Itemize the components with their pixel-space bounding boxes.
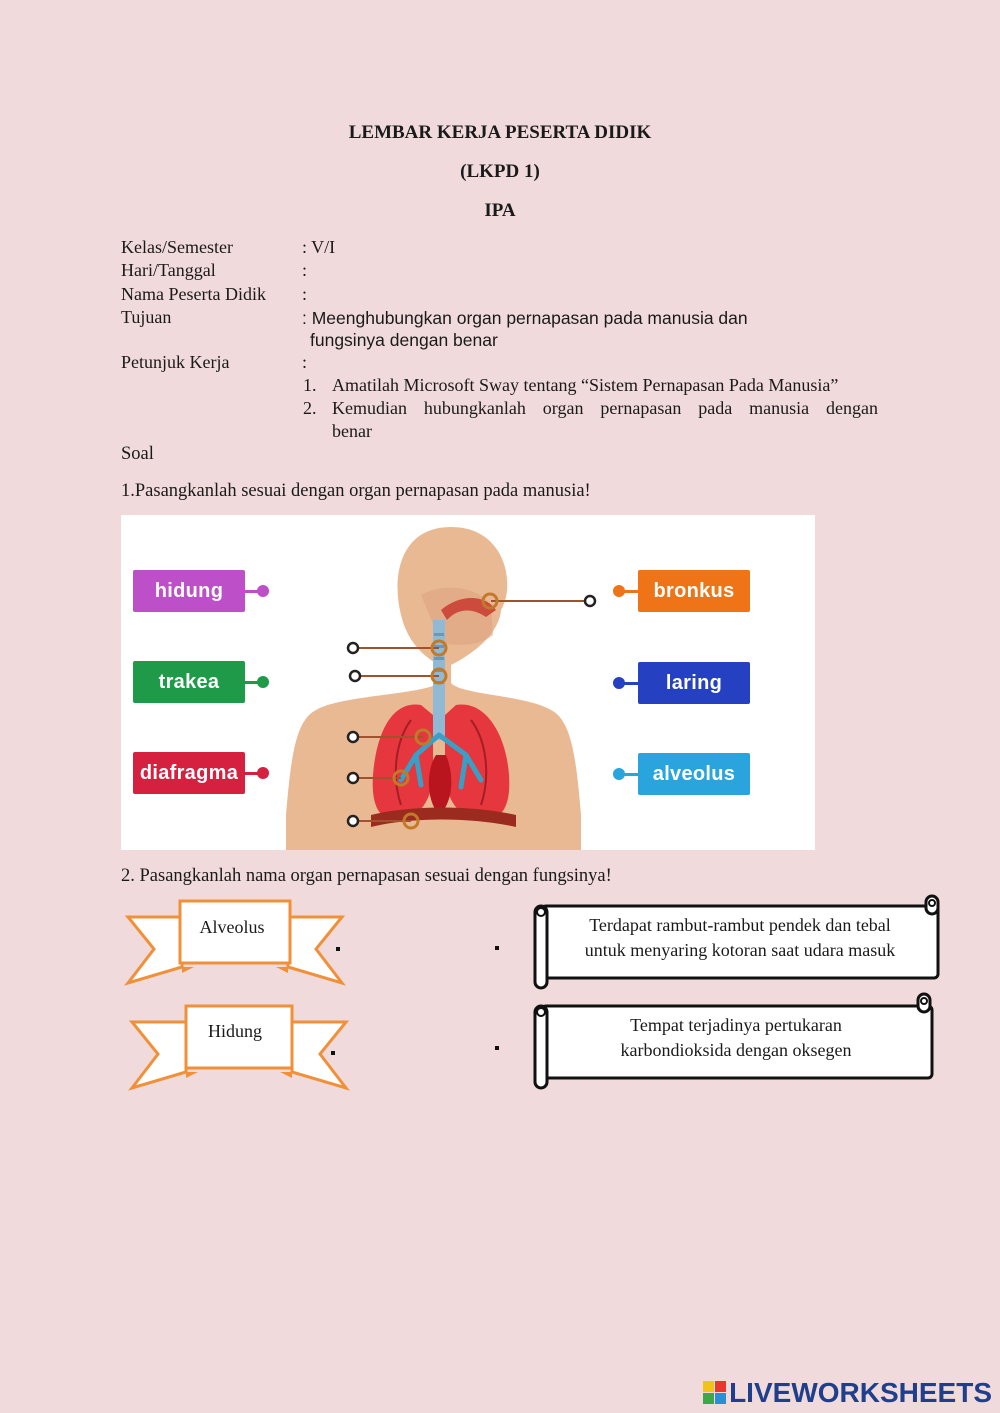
ribbon-banner	[124, 897, 346, 989]
liveworksheets-logo	[703, 1377, 992, 1409]
tag-connector	[621, 773, 639, 776]
tag-laring[interactable]: laring	[638, 662, 750, 704]
tag-connector	[621, 590, 639, 593]
step-1-number: 1.	[303, 375, 317, 395]
step-2-number: 2.	[303, 398, 317, 418]
tag-dot[interactable]	[257, 676, 269, 688]
scroll-function-1[interactable]	[552, 913, 928, 963]
step-2-text-line2: benar	[332, 421, 372, 441]
petunjuk-label: Petunjuk Kerja	[121, 352, 230, 372]
tag-alveolus[interactable]: alveolus	[638, 753, 750, 795]
nama-label: Nama Peserta Didik	[121, 284, 266, 304]
ribbon-alveolus[interactable]: Alveolus	[199, 917, 265, 937]
respiratory-diagram	[121, 515, 815, 850]
question-1: 1.Pasangkanlah sesuai dengan organ pernapasan pada manusia!	[121, 481, 591, 501]
tag-hidung[interactable]: hidung	[133, 570, 245, 612]
ribbon-banner	[128, 1002, 350, 1094]
liveworksheets-text: LIVEWORKSHEETS	[729, 1377, 992, 1408]
soal-label: Soal	[121, 444, 154, 464]
tujuan-label: Tujuan	[121, 307, 172, 327]
match-dot-left[interactable]	[336, 947, 340, 951]
kelas-label: Kelas/Semester	[121, 237, 233, 257]
scroll-function-2[interactable]	[550, 1013, 922, 1063]
ribbon-hidung[interactable]: Hidung	[208, 1021, 262, 1041]
scroll-function-2-line1: Tempat terjadinya pertukaran	[630, 1015, 842, 1035]
hari-label: Hari/Tanggal	[121, 260, 216, 280]
match-dot-left[interactable]	[331, 1051, 335, 1055]
tag-dot[interactable]	[257, 767, 269, 779]
petunjuk-value: :	[302, 352, 308, 372]
tag-trakea[interactable]: trakea	[133, 661, 245, 703]
tujuan-value-line2: fungsinya dengan benar	[310, 330, 498, 350]
tag-connector	[621, 682, 639, 685]
scroll-function-1-line2: untuk menyaring kotoran saat udara masuk	[584, 940, 896, 960]
liveworksheets-icon	[703, 1381, 727, 1405]
kelas-value: : V/I	[302, 237, 336, 257]
scroll-function-1-line1: Terdapat rambut-rambut pendek dan tebal	[589, 915, 891, 935]
step-2-text-line1: Kemudian hubungkanlah organ pernapasan pada manusia dengan	[332, 398, 878, 418]
step-1-text: Amatilah Microsoft Sway tentang “Sistem Pernapasan Pada Manusia”	[332, 375, 839, 395]
tujuan-value-line1: : Meenghubungkan organ pernapasan pada manusia dan	[302, 308, 748, 328]
worksheet-title: LEMBAR KERJA PESERTA DIDIK	[348, 122, 652, 143]
subject-title: IPA	[484, 200, 516, 221]
tag-diafragma[interactable]: diafragma	[133, 752, 245, 794]
tag-bronkus[interactable]: bronkus	[638, 570, 750, 612]
scroll-function-2-line2: karbondioksida dengan oksegen	[620, 1040, 852, 1060]
nama-value: :	[302, 284, 308, 304]
worksheet-subtitle: (LKPD 1)	[460, 161, 540, 182]
match-dot-right[interactable]	[495, 946, 499, 950]
hari-value: :	[302, 260, 308, 280]
question-2: 2. Pasangkanlah nama organ pernapasan sesuai dengan fungsinya!	[121, 866, 612, 886]
tag-dot[interactable]	[257, 585, 269, 597]
match-dot-right[interactable]	[495, 1046, 499, 1050]
